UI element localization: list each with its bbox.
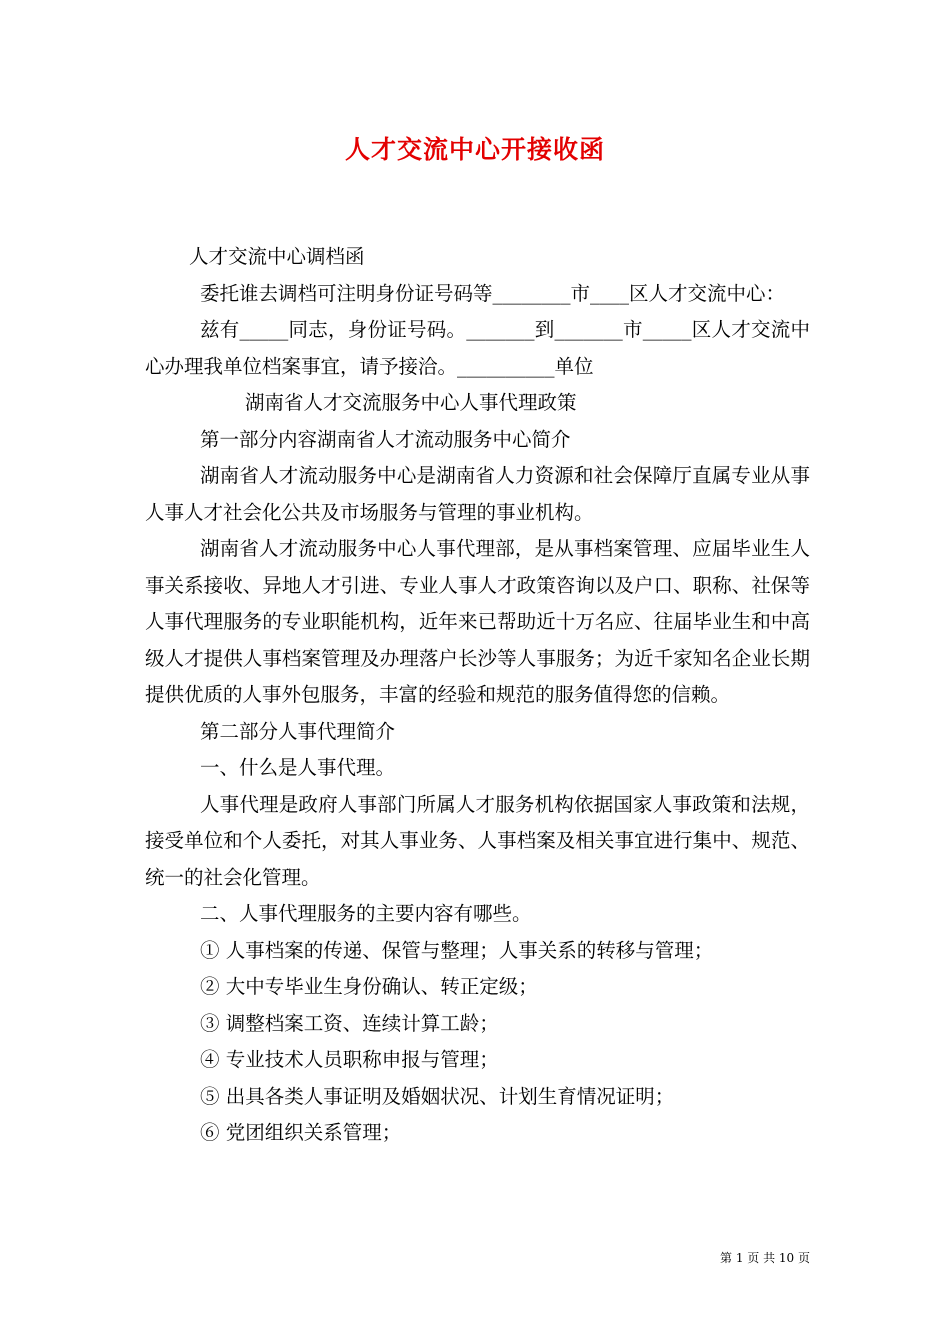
list-item: ③ 调整档案工资、连续计算工龄； <box>200 1011 499 1035</box>
paragraph-question-one: 一、什么是人事代理。 <box>200 756 396 779</box>
list-item: ② 大中专毕业生身份确认、转正定级； <box>200 975 538 998</box>
paragraph-policy-heading: 湖南省人才交流服务中心人事代理政策 <box>245 391 577 414</box>
paragraph-definition: 人事代理是政府人事部门所属人才服务机构依据国家人事政策和法规，接受单位和个人委托，对其人事业务、人事档案及相关事宜进行集中、规范、统一的社会化管理。 <box>145 792 810 889</box>
paragraph-question-two: 二、人事代理服务的主要内容有哪些。 <box>200 902 532 925</box>
paragraph-letter-heading: 人才交流中心调档函 <box>189 245 365 268</box>
paragraph-entrust-note: 委托谁去调档可注明身份证号码等________市____区人才交流中心： <box>200 281 786 305</box>
paragraph-agency-intro: 湖南省人才流动服务中心人事代理部，是从事档案管理、应届毕业生人事关系接收、异地人才引进、专业人事人才政策咨询以及户口、职称、社保等人事代理服务的专业职能机构，近年来已帮助近十万名应、往届毕业生和中高级人才提供人事档案管理及办理落户长沙等人事服务；为近千家知名企业长期提供优质的人事外包服务，丰富的经验和规范的服务值得您的信赖。 <box>145 537 810 706</box>
list-item: ④ 专业技术人员职称申报与管理； <box>200 1048 499 1071</box>
paragraph-part-one-heading: 第一部分内容湖南省人才流动服务中心简介 <box>200 427 571 451</box>
paragraph-center-intro: 湖南省人才流动服务中心是湖南省人力资源和社会保障厅直属专业从事人事人才社会化公共及市场服务与管理的事业机构。 <box>145 464 810 524</box>
document-title: 人才交流中心开接收函 <box>344 135 605 164</box>
paragraph-part-two-heading: 第二部分人事代理简介 <box>200 719 396 743</box>
list-item: ⑤ 出具各类人事证明及婚姻状况、计划生育情况证明； <box>200 1084 675 1108</box>
list-item: ① 人事档案的传递、保管与整理；人事关系的转移与管理； <box>200 938 714 962</box>
paragraph-letter-body: 兹有_____同志，身份证号码。_______到_______市_____区人才交流中心办理我单位档案事宜，请予接洽。__________单位 <box>145 318 810 378</box>
page-number-footer: 第 1 页 共 10 页 <box>720 1251 810 1265</box>
document-body <box>145 239 810 1152</box>
list-item: ⑥ 党团组织关系管理； <box>200 1121 402 1144</box>
